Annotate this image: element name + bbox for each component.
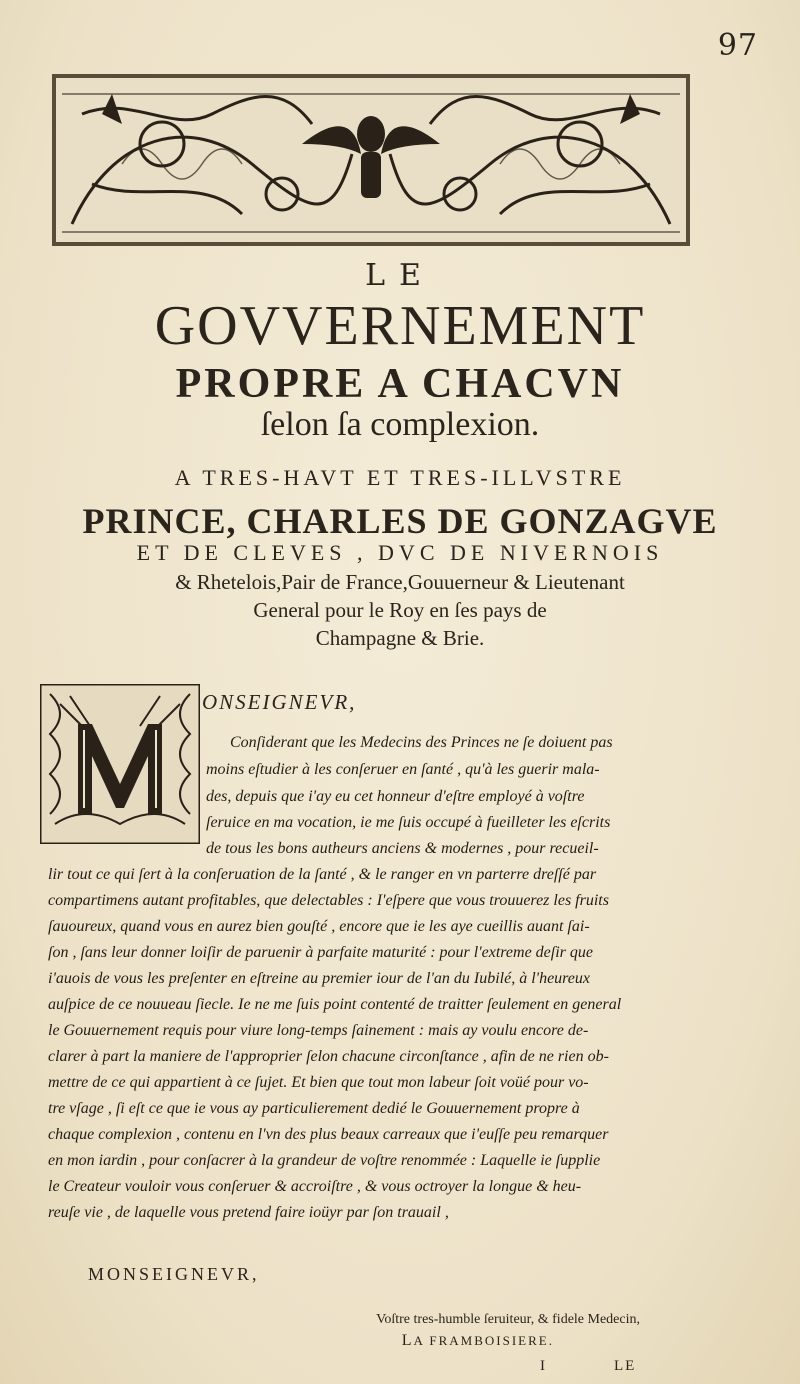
letter-line: Conſiderant que les Medecins des Princes ne ſe doiuent pas (230, 734, 613, 751)
letter-line: en mon iardin , pour conſacrer à la grandeur de voſtre renommée : Laquelle ie ſupplie (48, 1152, 601, 1169)
letter-line: ſon , ſans leur donner loiſir de paruenir à parfaite maturité : pour l'extreme deſir que (48, 944, 593, 961)
letter-salutation: ONSEIGNEVR, (202, 690, 357, 714)
signature-name-rest: A FRAMBOISIERE. (413, 1333, 554, 1348)
title-main: GOVVERNEMENT (154, 295, 646, 357)
letter-line: le Gouuernement requis pour viure long-temps ſainement : mais ay voulu encore de- (48, 1022, 589, 1039)
letter-line: chaque complexion , contenu en l'vn des plus beaux carreaux que i'euſſe peu remarquer (48, 1126, 609, 1143)
letter-line: le Createur vouloir vous conſeruer & accroiſtre , & vous octroyer la longue & heu- (48, 1178, 582, 1195)
dedication-line-5: General pour le Roy en ſes pays de (253, 598, 547, 622)
dedication-line-3: ET DE CLEVES , DVC DE NIVERNOIS (136, 540, 664, 565)
letter-line: mettre de ce qui appartient à ce ſujet. Et bien que tout mon labeur ſoit voüé pour vo- (48, 1074, 589, 1091)
dedication-line-6: Champagne & Brie. (315, 626, 485, 650)
title-subtitle-secondary: ſelon ſa complexion. (260, 406, 540, 443)
page-number: 97 (717, 28, 758, 63)
drop-cap-m-icon (40, 684, 200, 844)
letter-line: des, depuis que i'ay eu cet honneur d'eſtre employé à voſtre (206, 788, 585, 805)
letter-line: ſauoureux, quand vous en aurez bien gouſté , encore que ie les aye cueillis auant ſai- (48, 918, 590, 935)
signature-line: Voſtre tres-humble ſeruiteur, & fidele Medecin, (376, 1312, 640, 1327)
letter-line: tre vſage , ſi eſt ce que ie vous ay particulierement dedié le Gouuernement propre à (48, 1100, 580, 1117)
signature-name (402, 1332, 554, 1350)
letter-line: moins eſtudier à les conſeruer en ſanté , qu'à les guerir mala- (206, 761, 600, 778)
signature-name-initial: L (401, 1332, 414, 1349)
catchword: LE (614, 1358, 637, 1374)
letter-line: reuſe vie , de laquelle vous pretend faire ioüyr par ſon trauail , (48, 1204, 449, 1221)
headpiece-ornament (52, 74, 690, 246)
letter-closing: MONSEIGNEVR, (88, 1264, 260, 1284)
title-le: LE (365, 258, 435, 293)
letter-line: clarer à part la maniere de l'approprier ſelon chacune circonſtance , afin de ne rien ob- (48, 1048, 609, 1065)
title-subtitle: PROPRE A CHACVN (175, 361, 625, 407)
dedication-line-2: PRINCE, CHARLES DE GONZAGVE (82, 501, 718, 541)
letter-line: compartimens autant profitables, que delectables : I'eſpere que vous trouuerez les fruits (48, 892, 609, 909)
letter-line: auſpice de ce nouueau ſiecle. Ie ne me ſuis point contenté de traitter ſeulement en general (48, 996, 622, 1013)
dedication-line-1: A TRES-HAVT ET TRES-ILLVSTRE (174, 465, 626, 490)
letter-line: de tous les bons autheurs anciens & modernes , pour recueil- (206, 840, 599, 857)
letter-line: ſeruice en ma vocation, ie me ſuis occupé à fueilleter les eſcrits (206, 814, 611, 831)
dedication-line-4: & Rhetelois,Pair de France,Gouuerneur & Lieutenant (175, 570, 625, 594)
signature-mark: I (540, 1358, 545, 1374)
letter-line: i'auois de vous les preſenter en eſtreine au premier iour de l'an du Iubilé, à l'heureux (48, 970, 590, 987)
letter-line: lir tout ce qui ſert à la conſeruation de la ſanté , & le ranger en vn parterre dreſſé par (48, 866, 597, 883)
